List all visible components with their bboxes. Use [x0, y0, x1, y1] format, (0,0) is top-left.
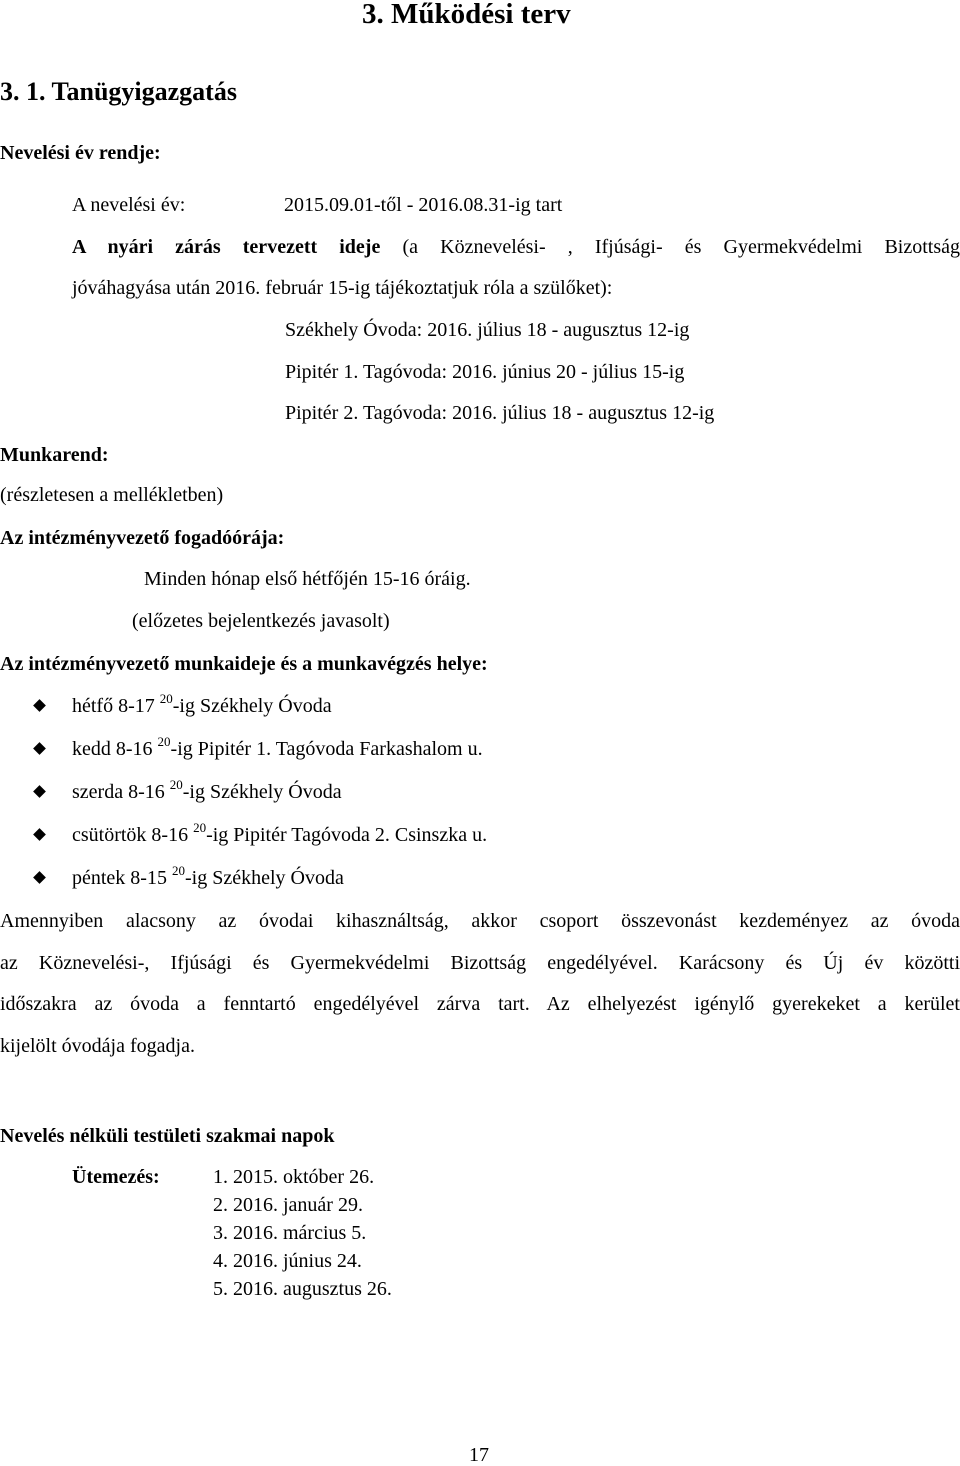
- bullet-icon: [33, 871, 46, 884]
- working-hours-item: szerda 8-16 $^{20}$-ig Székhely Óvoda: [72, 777, 342, 803]
- schedule-date: 4. 2016. június 24.: [213, 1250, 362, 1272]
- reception-time: Minden hónap első hétfőjén 15-16 óráig.: [144, 568, 471, 590]
- closure-seat: Székhely Óvoda: 2016. július 18 - augusztus 12-ig: [285, 319, 690, 341]
- year-order-heading: Nevelési év rendje:: [0, 142, 161, 164]
- page-number: 17: [469, 1444, 489, 1466]
- reception-note: (előzetes bejelentkezés javasolt): [132, 610, 390, 632]
- working-hours-heading: Az intézményvezető munkaideje és a munkavégzés helye:: [0, 653, 488, 675]
- working-hours-item: hétfő 8-17 $^{20}$-ig Székhely Óvoda: [72, 691, 332, 717]
- schedule-label: Ütemezés:: [72, 1166, 160, 1188]
- paragraph-line: kijelölt óvodája fogadja.: [0, 1035, 195, 1057]
- working-hours-item: kedd 8-16 $^{20}$-ig Pipitér 1. Tagóvoda Farkashalom u.: [72, 734, 483, 760]
- bullet-icon: [33, 785, 46, 798]
- page-title: 3. Működési terv: [362, 0, 571, 30]
- bullet-icon: [33, 742, 46, 755]
- reception-heading: Az intézményvezető fogadóórája:: [0, 527, 285, 549]
- paragraph-line: Amennyiben alacsony az óvodai kihasználtság, akkor csoport összevonást kezdeményez az óvoda: [0, 910, 960, 932]
- summer-closure-rest: (a Köznevelési- , Ifjúsági- és Gyermekvédelmi Bizottság: [380, 236, 960, 258]
- bullet-icon: [33, 828, 46, 841]
- working-hours-item: péntek 8-15 $^{20}$-ig Székhely Óvoda: [72, 863, 344, 889]
- bullet-icon: [33, 699, 46, 712]
- closure-pipiter-2: Pipitér 2. Tagóvoda: 2016. július 18 - augusztus 12-ig: [285, 402, 715, 424]
- schedule-date: 1. 2015. október 26.: [213, 1166, 375, 1188]
- summer-closure-line: [72, 237, 960, 257]
- schedule-date: 2. 2016. január 29.: [213, 1194, 363, 1216]
- closure-pipiter-1: Pipitér 1. Tagóvoda: 2016. június 20 - július 15-ig: [285, 361, 685, 383]
- staff-days-heading: Nevelés nélküli testületi szakmai napok: [0, 1125, 335, 1147]
- section-heading: 3. 1. Tanügyigazgatás: [0, 77, 237, 106]
- summer-closure-label: A nyári zárás tervezett ideje: [72, 236, 381, 258]
- work-order-heading: Munkarend:: [0, 444, 109, 466]
- summer-closure-line-2: jóváhagyása után 2016. február 15-ig tájékoztatjuk róla a szülőket):: [72, 277, 613, 299]
- working-hours-item: csütörtök 8-16 $^{20}$-ig Pipitér Tagóvoda 2. Csinszka u.: [72, 820, 488, 846]
- schedule-date: 5. 2016. augusztus 26.: [213, 1278, 392, 1300]
- paragraph-line: az Köznevelési-, Ifjúsági és Gyermekvédelmi Bizottság engedélyével. Karácsony és Új év közötti: [0, 952, 960, 974]
- paragraph-line: időszakra az óvoda a fenntartó engedélyével zárva tart. Az elhelyezést igénylő gyerekeket a kerület: [0, 993, 960, 1015]
- work-order-note: (részletesen a mellékletben): [0, 484, 224, 506]
- schedule-date: 3. 2016. március 5.: [213, 1222, 367, 1244]
- year-value: 2015.09.01-től - 2016.08.31-ig tart: [284, 194, 563, 216]
- year-label: A nevelési év:: [72, 194, 186, 216]
